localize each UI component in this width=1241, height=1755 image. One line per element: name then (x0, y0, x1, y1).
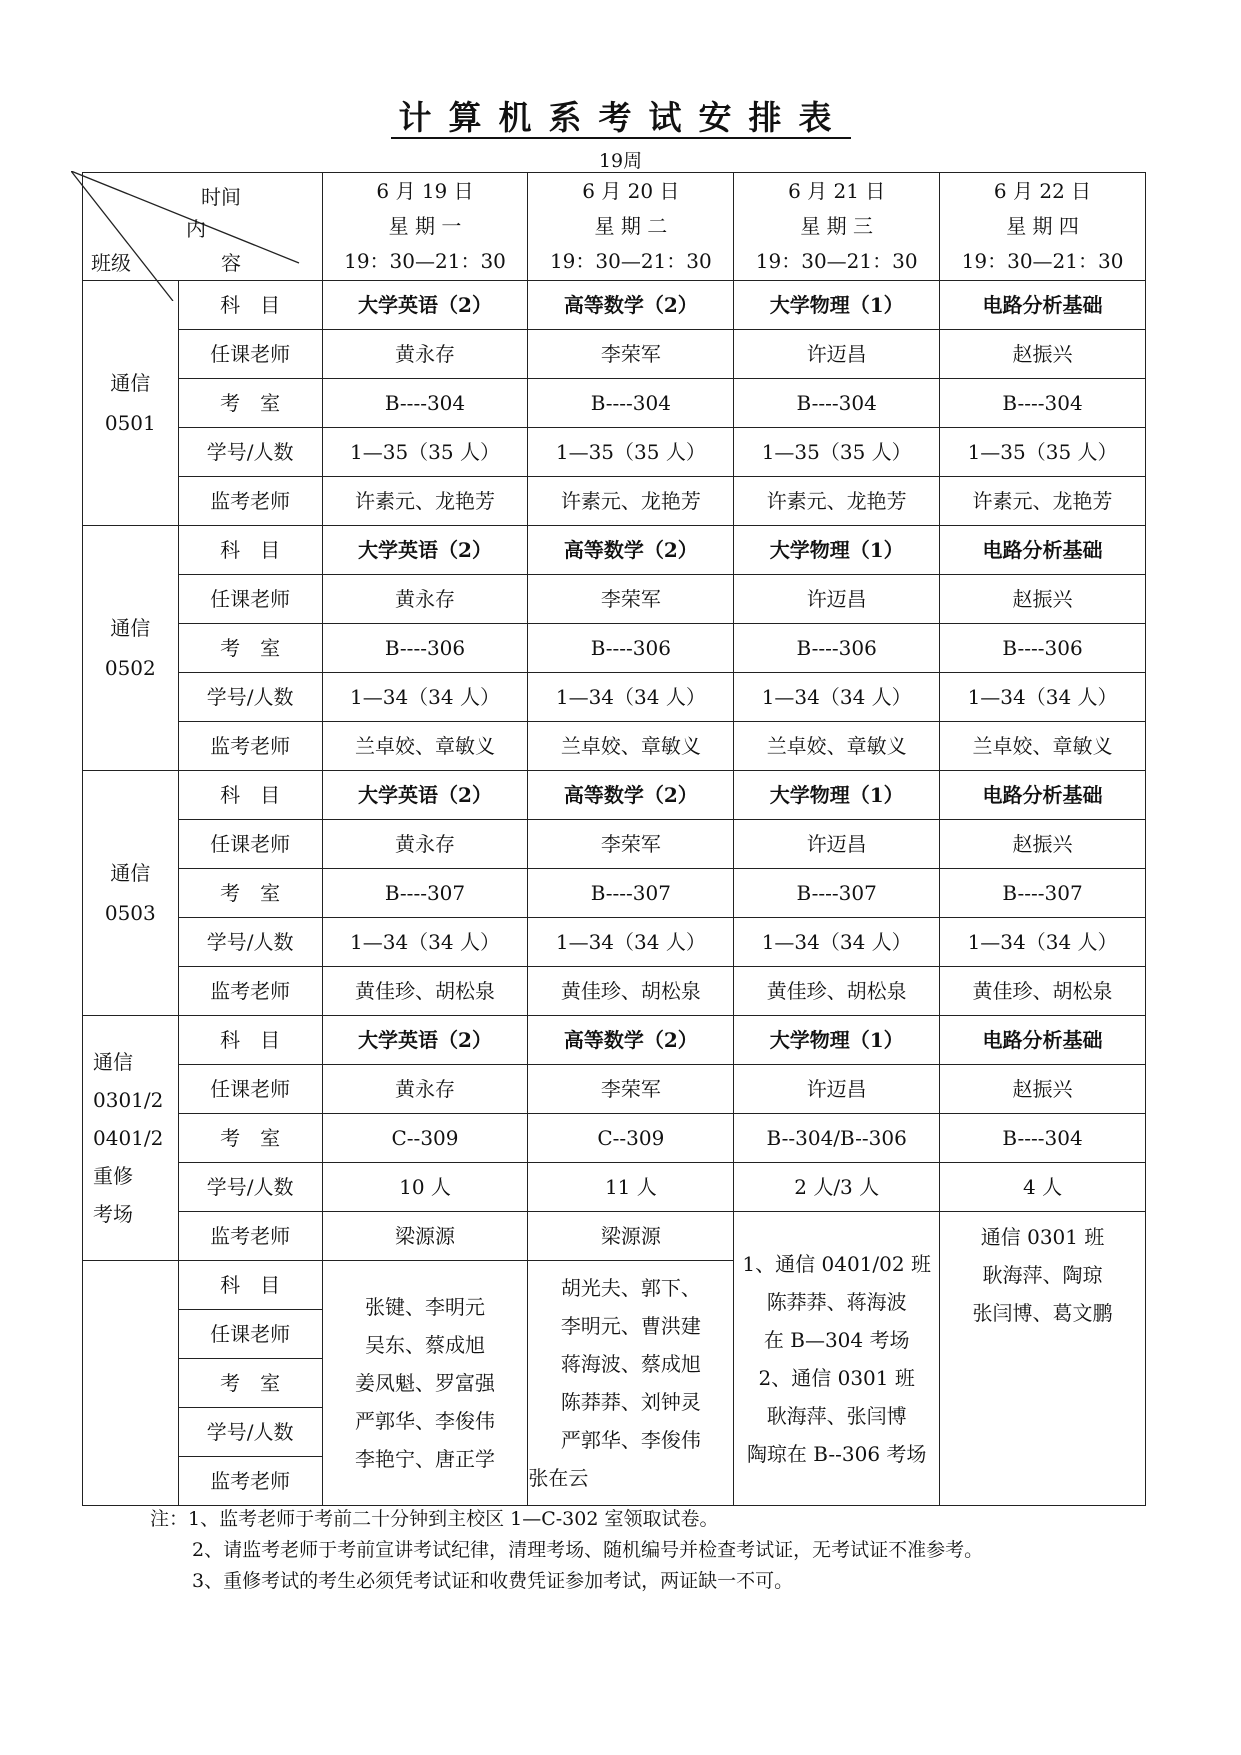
day-header-3: 6 月 21 日 星 期 三 19：30—21：30 (734, 173, 940, 281)
row-label-teacher: 任课老师 (178, 1065, 322, 1114)
teacher-cell: 赵振兴 (940, 330, 1146, 379)
table-row (83, 1114, 1146, 1163)
table-row (83, 967, 1146, 1016)
proctor-cell: 兰卓姣、章敏义 (322, 722, 528, 771)
row-label-room: 考 室 (178, 624, 322, 673)
corner-cell (83, 173, 323, 281)
header-row (83, 173, 1146, 281)
count-cell: 1—34（34 人） (322, 673, 528, 722)
row-label-room: 考 室 (178, 379, 322, 428)
table-row (83, 428, 1146, 477)
room-cell: B----304 (322, 379, 528, 428)
proctor-cell: 许素元、龙艳芳 (322, 477, 528, 526)
row-label-teacher: 任课老师 (178, 330, 322, 379)
row-label-teacher: 任课老师 (178, 575, 322, 624)
proctor-cell: 兰卓姣、章敏义 (940, 722, 1146, 771)
teacher-cell: 赵振兴 (940, 820, 1146, 869)
proctor-cell: 许素元、龙艳芳 (528, 477, 734, 526)
table-row (83, 918, 1146, 967)
note-line: 注：1、监考老师于考前二十分钟到主校区 1—C-302 室领取试卷。 (150, 1508, 719, 1530)
table-row (83, 722, 1146, 771)
corner-content-1: 内 (186, 217, 206, 241)
subject-cell: 高等数学（2） (528, 771, 734, 820)
teacher-cell: 李荣军 (528, 330, 734, 379)
row-label-subject: 科 目 (178, 1016, 322, 1065)
teacher-cell: 黄永存 (322, 1065, 528, 1114)
table-row (83, 526, 1146, 575)
table-row (83, 1065, 1146, 1114)
subject-cell: 大学物理（1） (734, 281, 940, 330)
row-label-count: 学号/人数 (178, 673, 322, 722)
table-row (83, 771, 1146, 820)
room-cell: B----304 (940, 379, 1146, 428)
retake-list-cell: 胡光夫、郭下、 李明元、曹洪建 蒋海波、蔡成旭 陈莽莽、刘钟灵 严郭华、李俊伟 张在云 (528, 1261, 734, 1506)
room-cell: B----306 (322, 624, 528, 673)
room-cell: B----306 (528, 624, 734, 673)
teacher-cell: 许迈昌 (734, 575, 940, 624)
subject-cell: 电路分析基础 (940, 281, 1146, 330)
class-cell: 通信 0301/2 0401/2 重修 考场 (83, 1016, 179, 1261)
table-row (83, 869, 1146, 918)
proctor-cell: 黄佳珍、胡松泉 (322, 967, 528, 1016)
room-cell: C--309 (322, 1114, 528, 1163)
count-cell: 1—34（34 人） (528, 673, 734, 722)
row-label-subject: 科 目 (178, 1261, 322, 1310)
count-cell: 4 人 (940, 1163, 1146, 1212)
retake-list-cell: 通信 0301 班 耿海萍、陶琼 张闫博、葛文鹏 (940, 1212, 1146, 1506)
count-cell: 1—34（34 人） (940, 918, 1146, 967)
room-cell: B--304/B--306 (734, 1114, 940, 1163)
count-cell: 1—35（35 人） (528, 428, 734, 477)
row-label-room: 考 室 (178, 869, 322, 918)
note-line: 2、请监考老师于考前宣讲考试纪律，清理考场、随机编号并检查考试证，无考试证不准参考。 (192, 1539, 984, 1561)
table-row (83, 379, 1146, 428)
room-cell: B----306 (940, 624, 1146, 673)
row-label-count: 学号/人数 (178, 918, 322, 967)
subject-cell: 大学物理（1） (734, 771, 940, 820)
row-label-teacher: 任课老师 (178, 1310, 322, 1359)
room-cell: B----304 (528, 379, 734, 428)
row-label-subject: 科 目 (178, 526, 322, 575)
day-header-4: 6 月 22 日 星 期 四 19：30—21：30 (940, 173, 1146, 281)
row-label-room: 考 室 (178, 1359, 322, 1408)
teacher-cell: 赵振兴 (940, 1065, 1146, 1114)
subject-cell: 高等数学（2） (528, 526, 734, 575)
subject-cell: 大学英语（2） (322, 281, 528, 330)
count-cell: 1—34（34 人） (322, 918, 528, 967)
proctor-cell: 兰卓姣、章敏义 (734, 722, 940, 771)
retake-list-cell: 张键、李明元 吴东、蔡成旭 姜凤魁、罗富强 严郭华、李俊伟 李艳宁、唐正学 (322, 1261, 528, 1506)
room-cell: C--309 (528, 1114, 734, 1163)
teacher-cell: 李荣军 (528, 575, 734, 624)
row-label-teacher: 任课老师 (178, 820, 322, 869)
teacher-cell: 黄永存 (322, 575, 528, 624)
row-label-proctor: 监考老师 (178, 1457, 322, 1506)
row-label-proctor: 监考老师 (178, 1212, 322, 1261)
row-label-subject: 科 目 (178, 771, 322, 820)
count-cell: 1—34（34 人） (734, 918, 940, 967)
proctor-cell: 黄佳珍、胡松泉 (940, 967, 1146, 1016)
row-label-room: 考 室 (178, 1114, 322, 1163)
table-row (83, 330, 1146, 379)
room-cell: B----307 (734, 869, 940, 918)
table-row (83, 673, 1146, 722)
teacher-cell: 许迈昌 (734, 1065, 940, 1114)
note-line: 3、重修考试的考生必须凭考试证和收费凭证参加考试，两证缺一不可。 (192, 1570, 794, 1592)
subject-cell: 大学英语（2） (322, 771, 528, 820)
room-cell: B----307 (528, 869, 734, 918)
exam-schedule-table (82, 172, 1146, 1506)
week-label: 19周 (598, 150, 643, 172)
table-row (83, 477, 1146, 526)
page-title: 计算机系考试安排表 (0, 92, 1241, 139)
retake-list-cell: 1、通信 0401/02 班 陈莽莽、蒋海波 在 B—304 考场 2、通信 0301 班 耿海萍、张闫博 陶琼在 B--306 考场 (734, 1212, 940, 1506)
corner-class: 班级 (91, 251, 131, 275)
count-cell: 1—34（34 人） (734, 673, 940, 722)
proctor-cell: 兰卓姣、章敏义 (528, 722, 734, 771)
row-label-count: 学号/人数 (178, 428, 322, 477)
room-cell: B----307 (322, 869, 528, 918)
count-cell: 1—35（35 人） (734, 428, 940, 477)
row-label-count: 学号/人数 (178, 1408, 322, 1457)
count-cell: 1—34（34 人） (940, 673, 1146, 722)
teacher-cell: 赵振兴 (940, 575, 1146, 624)
subject-cell: 电路分析基础 (940, 771, 1146, 820)
day-header-1: 6 月 19 日 星 期 一 19：30—21：30 (322, 173, 528, 281)
subject-cell: 大学物理（1） (734, 1016, 940, 1065)
table-row (83, 1163, 1146, 1212)
row-label-proctor: 监考老师 (178, 477, 322, 526)
subject-cell: 高等数学（2） (528, 281, 734, 330)
class-cell: 通信 0502 (83, 526, 179, 771)
count-cell: 10 人 (322, 1163, 528, 1212)
subject-cell: 大学物理（1） (734, 526, 940, 575)
table-row (83, 820, 1146, 869)
teacher-cell: 李荣军 (528, 1065, 734, 1114)
class-cell: 通信 0501 (83, 281, 179, 526)
proctor-cell: 许素元、龙艳芳 (734, 477, 940, 526)
teacher-cell: 黄永存 (322, 820, 528, 869)
proctor-cell: 黄佳珍、胡松泉 (528, 967, 734, 1016)
proctor-cell: 梁源源 (322, 1212, 528, 1261)
count-cell: 1—34（34 人） (528, 918, 734, 967)
corner-time: 时间 (201, 185, 241, 209)
notes (150, 1504, 983, 1597)
empty-class-cell (83, 1261, 179, 1506)
row-label-proctor: 监考老师 (178, 967, 322, 1016)
table-row (83, 575, 1146, 624)
teacher-cell: 许迈昌 (734, 820, 940, 869)
subject-cell: 电路分析基础 (940, 1016, 1146, 1065)
class-cell: 通信 0503 (83, 771, 179, 1016)
day-header-2: 6 月 20 日 星 期 二 19：30—21：30 (528, 173, 734, 281)
teacher-cell: 许迈昌 (734, 330, 940, 379)
count-cell: 1—35（35 人） (322, 428, 528, 477)
count-cell: 11 人 (528, 1163, 734, 1212)
teacher-cell: 李荣军 (528, 820, 734, 869)
teacher-cell: 黄永存 (322, 330, 528, 379)
room-cell: B----304 (734, 379, 940, 428)
row-label-count: 学号/人数 (178, 1163, 322, 1212)
table-row (83, 624, 1146, 673)
room-cell: B----306 (734, 624, 940, 673)
count-cell: 1—35（35 人） (940, 428, 1146, 477)
subject-cell: 高等数学（2） (528, 1016, 734, 1065)
subject-cell: 大学英语（2） (322, 526, 528, 575)
table-row (83, 1212, 1146, 1261)
subject-cell: 电路分析基础 (940, 526, 1146, 575)
room-cell: B----304 (940, 1114, 1146, 1163)
table-row (83, 1016, 1146, 1065)
proctor-cell: 许素元、龙艳芳 (940, 477, 1146, 526)
count-cell: 2 人/3 人 (734, 1163, 940, 1212)
proctor-cell: 梁源源 (528, 1212, 734, 1261)
row-label-proctor: 监考老师 (178, 722, 322, 771)
room-cell: B----307 (940, 869, 1146, 918)
corner-content-2: 容 (221, 251, 241, 275)
proctor-cell: 黄佳珍、胡松泉 (734, 967, 940, 1016)
row-label-subject: 科 目 (178, 281, 322, 330)
subject-cell: 大学英语（2） (322, 1016, 528, 1065)
